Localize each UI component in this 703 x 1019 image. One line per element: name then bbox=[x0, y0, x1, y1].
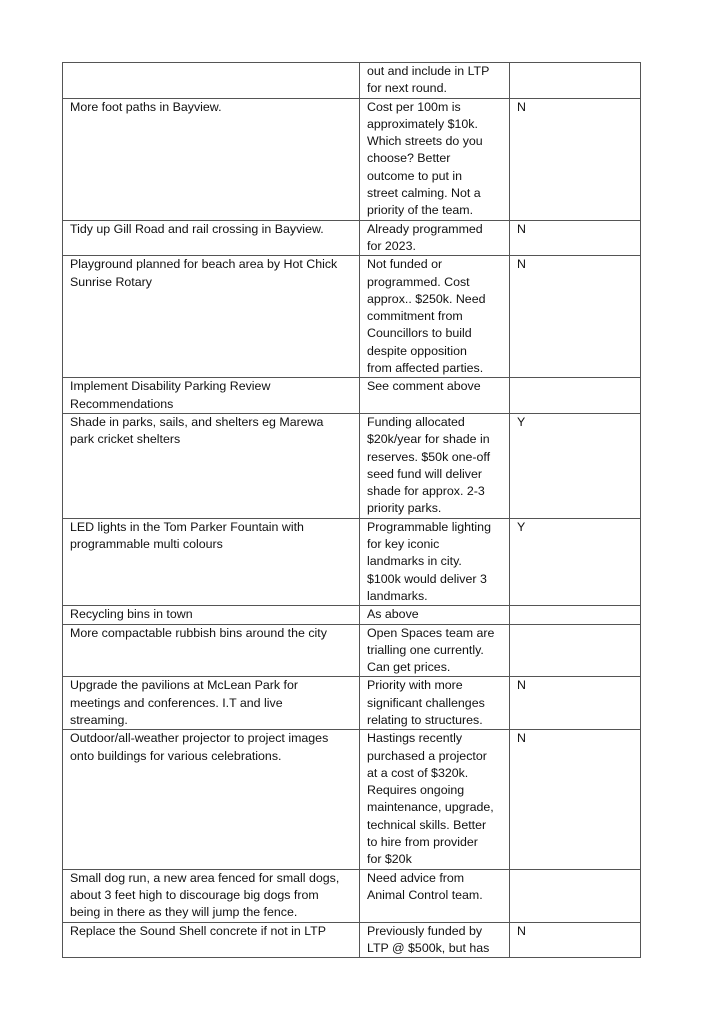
comment-cell: Need advice from Animal Control team. bbox=[360, 869, 510, 922]
item-cell: Implement Disability Parking Review Recommendations bbox=[63, 378, 360, 414]
comment-cell: Not funded or programmed. Cost approx.. $250k. Need commitment from Councillors to build despite opposition from affected parties. bbox=[360, 256, 510, 378]
table-row bbox=[63, 606, 641, 624]
comment-cell: As above bbox=[360, 606, 510, 624]
item-cell: Recycling bins in town bbox=[63, 606, 360, 624]
item-cell: Small dog run, a new area fenced for small dogs, about 3 feet high to discourage big dogs from being in there as they will jump the fence. bbox=[63, 869, 360, 922]
flag-cell: N bbox=[510, 220, 641, 256]
item-cell: LED lights in the Tom Parker Fountain with programmable multi colours bbox=[63, 518, 360, 605]
flag-cell: N bbox=[510, 677, 641, 730]
table-row bbox=[63, 98, 641, 220]
item-cell: More compactable rubbish bins around the city bbox=[63, 624, 360, 677]
table-row bbox=[63, 624, 641, 677]
flag-cell bbox=[510, 378, 641, 414]
item-cell: Tidy up Gill Road and rail crossing in Bayview. bbox=[63, 220, 360, 256]
table-row bbox=[63, 922, 641, 958]
table-row bbox=[63, 63, 641, 99]
feedback-table bbox=[62, 62, 641, 958]
flag-cell bbox=[510, 869, 641, 922]
table-row bbox=[63, 256, 641, 378]
flag-cell: N bbox=[510, 922, 641, 958]
comment-cell: Priority with more significant challenges relating to structures. bbox=[360, 677, 510, 730]
flag-cell bbox=[510, 624, 641, 677]
flag-cell bbox=[510, 606, 641, 624]
flag-cell: N bbox=[510, 730, 641, 869]
flag-cell bbox=[510, 63, 641, 99]
comment-cell: Previously funded by LTP @ $500k, but has bbox=[360, 922, 510, 958]
comment-cell: out and include in LTP for next round. bbox=[360, 63, 510, 99]
table-row bbox=[63, 518, 641, 605]
table-row bbox=[63, 220, 641, 256]
document-page bbox=[62, 62, 640, 958]
comment-cell: Cost per 100m is approximately $10k. Which streets do you choose? Better outcome to put in street calming. Not a priority of the team. bbox=[360, 98, 510, 220]
table-row bbox=[63, 677, 641, 730]
flag-cell: N bbox=[510, 98, 641, 220]
table-row bbox=[63, 378, 641, 414]
item-cell: Shade in parks, sails, and shelters eg Marewa park cricket shelters bbox=[63, 413, 360, 518]
item-cell: Upgrade the pavilions at McLean Park for meetings and conferences. I.T and live streaming. bbox=[63, 677, 360, 730]
item-cell: More foot paths in Bayview. bbox=[63, 98, 360, 220]
table-row bbox=[63, 413, 641, 518]
table-row bbox=[63, 869, 641, 922]
comment-cell: See comment above bbox=[360, 378, 510, 414]
comment-cell: Programmable lighting for key iconic landmarks in city. $100k would deliver 3 landmarks. bbox=[360, 518, 510, 605]
item-cell: Playground planned for beach area by Hot Chick Sunrise Rotary bbox=[63, 256, 360, 378]
flag-cell: Y bbox=[510, 518, 641, 605]
item-cell bbox=[63, 63, 360, 99]
flag-cell: Y bbox=[510, 413, 641, 518]
table-row bbox=[63, 730, 641, 869]
comment-cell: Funding allocated $20k/year for shade in reserves. $50k one-off seed fund will deliver shade for approx. 2-3 priority parks. bbox=[360, 413, 510, 518]
comment-cell: Open Spaces team are trialling one currently. Can get prices. bbox=[360, 624, 510, 677]
comment-cell: Already programmed for 2023. bbox=[360, 220, 510, 256]
comment-cell: Hastings recently purchased a projector at a cost of $320k. Requires ongoing maintenance, upgrade, technical skills. Better to hire from provider for $20k bbox=[360, 730, 510, 869]
item-cell: Outdoor/all-weather projector to project images onto buildings for various celebrations. bbox=[63, 730, 360, 869]
item-cell: Replace the Sound Shell concrete if not in LTP bbox=[63, 922, 360, 958]
flag-cell: N bbox=[510, 256, 641, 378]
